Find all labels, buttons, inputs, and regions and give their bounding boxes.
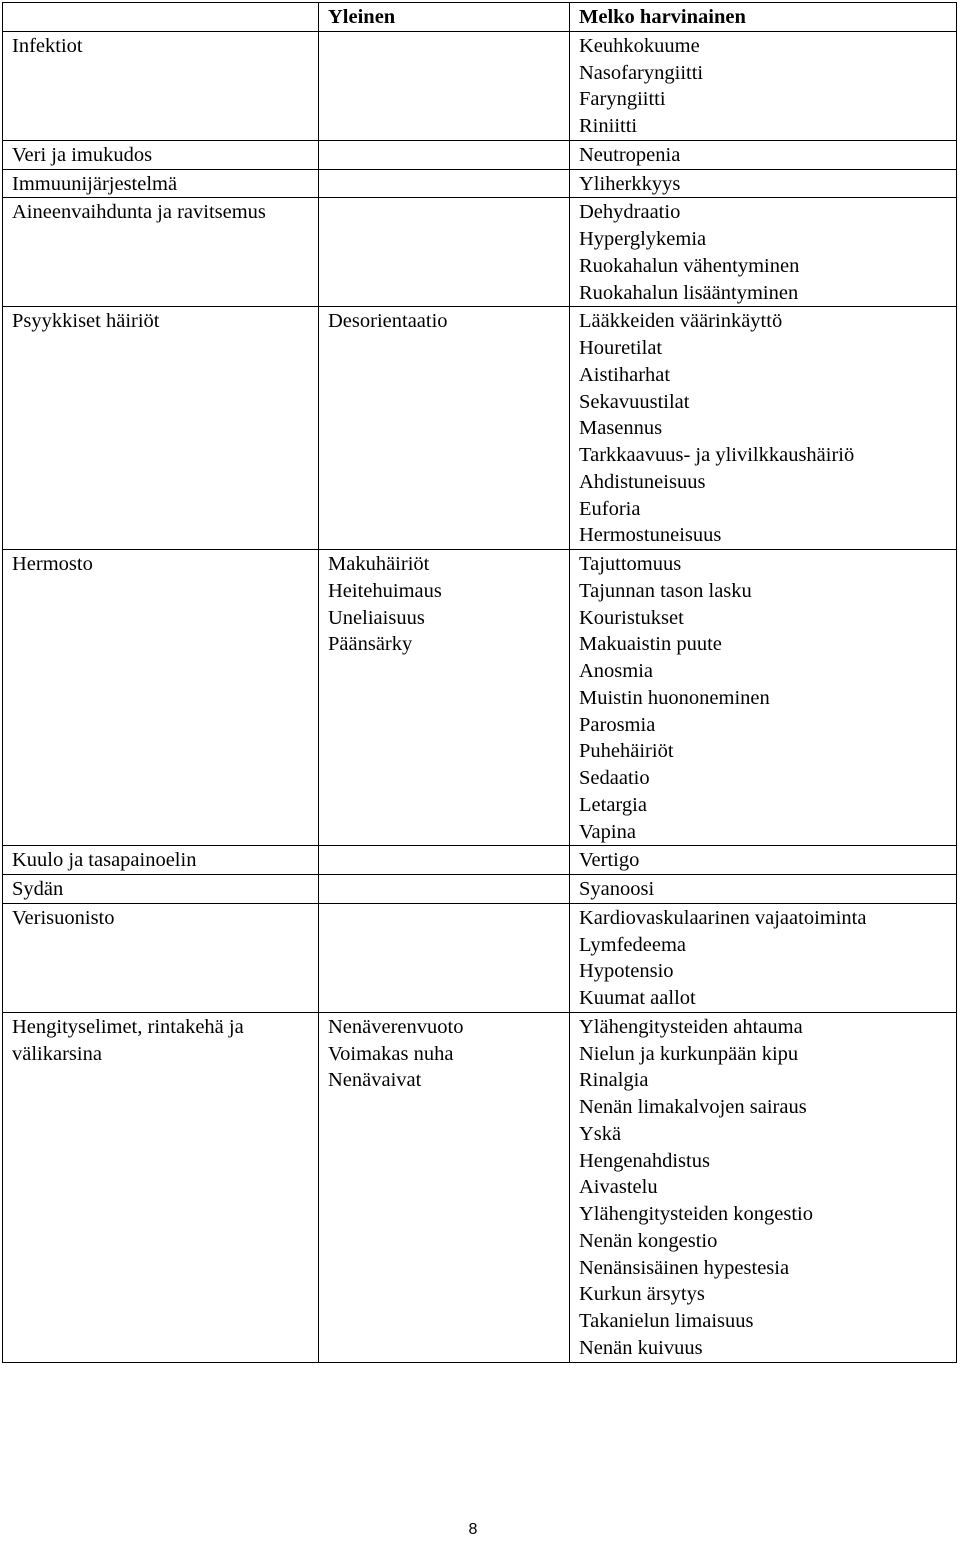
reaction-item: Houretilat <box>579 337 663 359</box>
reaction-item: Aivastelu <box>579 1176 658 1199</box>
reaction-item: Kouristukset <box>579 606 684 629</box>
table-header <box>3 3 957 32</box>
table-row <box>3 169 957 198</box>
organ-class-text: Psyykkiset häiriöt <box>12 310 160 333</box>
table-row <box>3 875 957 904</box>
organ-class-cell <box>3 307 319 550</box>
organ-class-text: Veri ja imukudos <box>12 143 153 166</box>
reaction-item: Tajuttomuus <box>579 553 682 575</box>
reaction-item: Nenävaivat <box>328 1069 422 1092</box>
reaction-item: Kuumat aallot <box>579 987 696 1009</box>
organ-class-text: Infektiot <box>12 34 83 57</box>
reaction-item: Tajunnan tason lasku <box>579 579 752 602</box>
reaction-item: Yskä <box>579 1122 622 1145</box>
reaction-item: Sekavuustilat <box>579 390 690 413</box>
common-reactions-cell <box>319 307 570 550</box>
reaction-item: Syanoosi <box>579 878 655 900</box>
reaction-item: Ylähengitysteiden ahtauma <box>579 1015 803 1038</box>
reaction-item: Keuhkokuume <box>579 34 700 57</box>
organ-class-text: Hermosto <box>12 553 93 575</box>
uncommon-reactions-cell <box>570 140 957 169</box>
reaction-item: Faryngiitti <box>579 88 666 111</box>
reaction-item: Hengenahdistus <box>579 1149 710 1172</box>
header-row <box>3 3 957 32</box>
reaction-item: Euforia <box>579 497 641 520</box>
organ-class-cell <box>3 140 319 169</box>
header-common: Yleinen <box>319 3 570 32</box>
organ-class-cell <box>3 903 319 1012</box>
reaction-item: Heitehuimaus <box>328 579 442 602</box>
organ-class-cell <box>3 1012 319 1362</box>
uncommon-reactions-cell <box>570 846 957 875</box>
reaction-item: Ruokahalun vähentyminen <box>579 254 800 277</box>
reaction-item: Nielun ja kurkunpään kipu <box>579 1042 799 1065</box>
uncommon-reactions-cell <box>570 550 957 846</box>
reaction-item: Uneliaisuus <box>328 606 425 629</box>
organ-class-cell <box>3 169 319 198</box>
reaction-item: Yliherkkyys <box>579 172 681 195</box>
reaction-item: Nasofaryngiitti <box>579 61 704 84</box>
table-row <box>3 140 957 169</box>
reaction-item: Vapina <box>579 820 636 843</box>
table-row <box>3 31 957 140</box>
page-number: 8 <box>468 1521 478 1538</box>
reaction-item: Nenäverenvuoto <box>328 1015 464 1038</box>
table-row <box>3 846 957 875</box>
reaction-item: Masennus <box>579 417 663 440</box>
reaction-item: Riniitti <box>579 115 638 137</box>
common-reactions-cell <box>319 1012 570 1362</box>
reaction-item: Dehydraatio <box>579 201 681 224</box>
common-reactions-cell <box>319 198 570 307</box>
reaction-item: Makuhäiriöt <box>328 553 430 575</box>
organ-class-text: Hengityselimet, rintakehä ja <box>12 1015 244 1038</box>
common-reactions-cell <box>319 169 570 198</box>
reaction-item: Aistiharhat <box>579 363 671 386</box>
reaction-item: Neutropenia <box>579 143 681 166</box>
header-uncommon: Melko harvinainen <box>570 3 957 32</box>
uncommon-reactions-cell <box>570 903 957 1012</box>
common-reactions-cell <box>319 903 570 1012</box>
table-row <box>3 903 957 1012</box>
reaction-item: Desorientaatio <box>328 310 448 333</box>
reaction-item: Parosmia <box>579 713 656 736</box>
uncommon-reactions-cell <box>570 1012 957 1362</box>
adverse-reactions-table <box>2 2 957 1363</box>
organ-class-text: Sydän <box>12 878 64 900</box>
reaction-item: Makuaistin puute <box>579 633 722 656</box>
reaction-item: Sedaatio <box>579 767 650 789</box>
reaction-item: Hypotensio <box>579 960 674 983</box>
uncommon-reactions-cell <box>570 307 957 550</box>
organ-class-text: Kuulo ja tasapainoelin <box>12 849 197 872</box>
reaction-item: Kurkun ärsytys <box>579 1283 705 1306</box>
table-body <box>3 31 957 1362</box>
organ-class-cell <box>3 550 319 846</box>
uncommon-reactions-cell <box>570 31 957 140</box>
reaction-item: Tarkkaavuus- ja ylivilkkaushäiriö <box>579 444 855 466</box>
organ-class-cell <box>3 846 319 875</box>
reaction-item: Letargia <box>579 793 647 816</box>
reaction-item: Puhehäiriöt <box>579 740 674 763</box>
organ-class-text: Immuunijärjestelmä <box>12 172 178 195</box>
organ-class-text: välikarsina <box>12 1042 102 1065</box>
reaction-item: Anosmia <box>579 660 654 682</box>
organ-class-cell <box>3 198 319 307</box>
reaction-item: Muistin huononeminen <box>579 686 770 709</box>
organ-class-cell <box>3 875 319 904</box>
reaction-item: Nenän limakalvojen sairaus <box>579 1096 807 1118</box>
table-row <box>3 550 957 846</box>
reaction-item: Takanielun limaisuus <box>579 1310 754 1332</box>
reaction-item: Nenän kongestio <box>579 1229 718 1252</box>
common-reactions-cell <box>319 550 570 846</box>
reaction-item: Hermostuneisuus <box>579 524 722 547</box>
table-row <box>3 1012 957 1362</box>
reaction-item: Rinalgia <box>579 1069 649 1092</box>
common-reactions-cell <box>319 140 570 169</box>
organ-class-text: Verisuonisto <box>12 906 115 929</box>
common-reactions-cell <box>319 846 570 875</box>
reaction-item: Ruokahalun lisääntyminen <box>579 281 799 304</box>
reaction-item: Päänsärky <box>328 633 413 656</box>
reaction-item: Lymfedeema <box>579 933 687 956</box>
reaction-item: Kardiovaskulaarinen vajaatoiminta <box>579 906 867 929</box>
reaction-item: Nenänsisäinen hypestesia <box>579 1256 790 1279</box>
table-row <box>3 307 957 550</box>
table-row <box>3 198 957 307</box>
organ-class-text: Aineenvaihdunta ja ravitsemus <box>12 201 266 224</box>
organ-class-cell <box>3 31 319 140</box>
reaction-item: Ylähengitysteiden kongestio <box>579 1203 813 1225</box>
reaction-item: Nenän kuivuus <box>579 1336 703 1359</box>
uncommon-reactions-cell <box>570 169 957 198</box>
reaction-item: Voimakas nuha <box>328 1042 454 1065</box>
reaction-item: Ahdistuneisuus <box>579 470 706 493</box>
common-reactions-cell <box>319 875 570 904</box>
reaction-item: Hyperglykemia <box>579 228 707 250</box>
reaction-item: Vertigo <box>579 849 640 872</box>
uncommon-reactions-cell <box>570 198 957 307</box>
reaction-item: Lääkkeiden väärinkäyttö <box>579 310 783 333</box>
uncommon-reactions-cell <box>570 875 957 904</box>
common-reactions-cell <box>319 31 570 140</box>
header-organ-class <box>3 3 319 32</box>
